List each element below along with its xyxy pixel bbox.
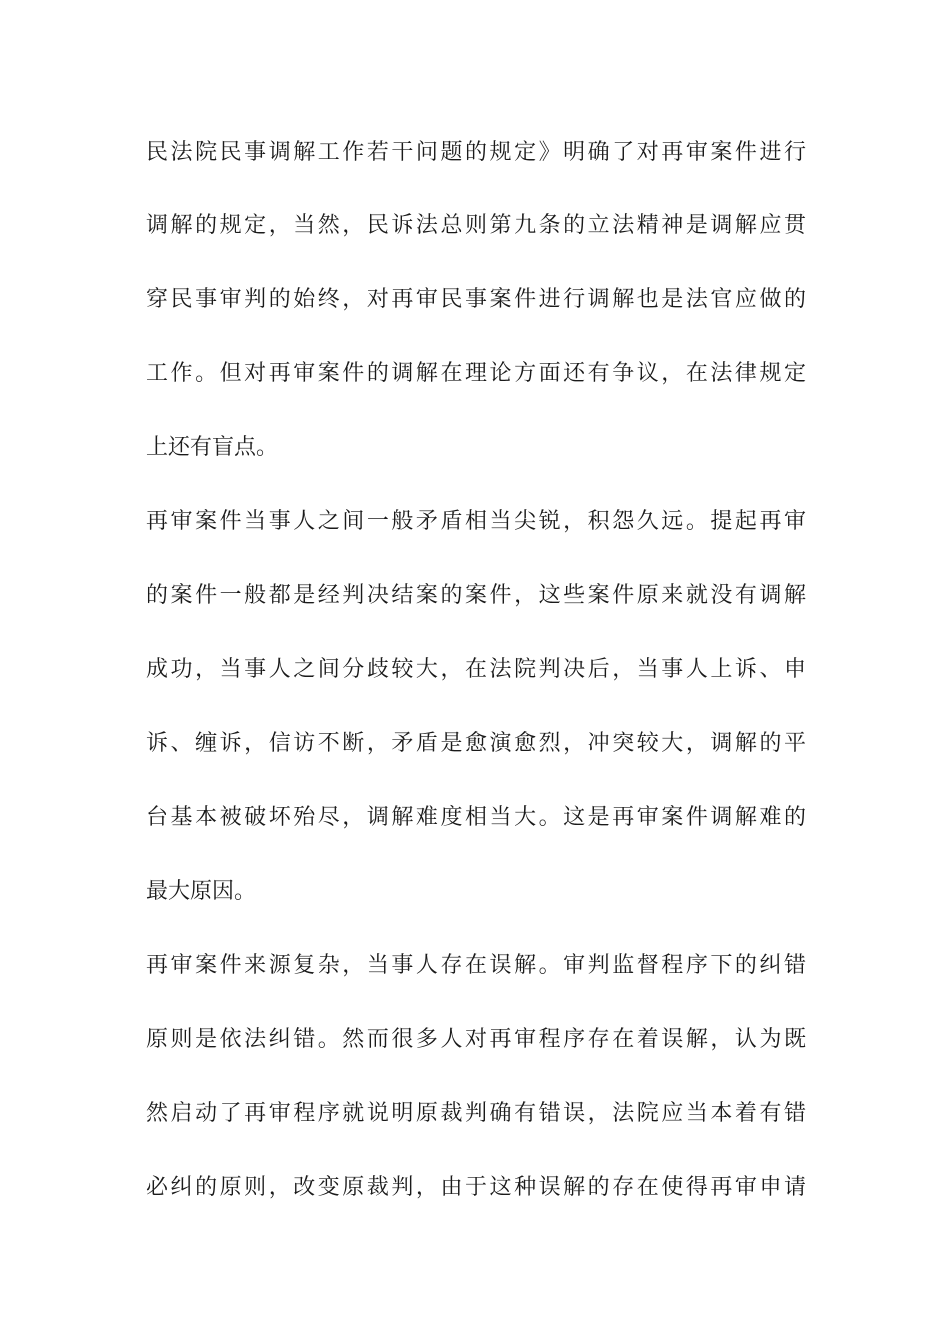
text-line: 诉、缠诉，信访不断，矛盾是愈演愈烈，冲突较大，调解的平 [146,731,806,756]
text-line: 的案件一般都是经判决结案的案件，这些案件原来就没有调解 [146,583,806,608]
text-line: 再审案件来源复杂，当事人存在误解。审判监督程序下的纠错 [146,953,806,978]
text-line: 工作。但对再审案件的调解在理论方面还有争议，在法律规定 [146,361,806,386]
text-line: 穿民事审判的始终，对再审民事案件进行调解也是法官应做的 [146,287,806,312]
text-line: 再审案件当事人之间一般矛盾相当尖锐，积怨久远。提起再审 [146,509,806,534]
text-line: 原则是依法纠错。然而很多人对再审程序存在着误解，认为既 [146,1027,806,1052]
text-line: 台基本被破坏殆尽，调解难度相当大。这是再审案件调解难的 [146,805,806,830]
text-line: 上还有盲点。 [146,435,279,460]
text-line: 最大原因。 [146,879,257,904]
text-line: 成功，当事人之间分歧较大，在法院判决后，当事人上诉、申 [146,657,806,682]
text-line: 必纠的原则，改变原裁判，由于这种误解的存在使得再审申请 [146,1175,806,1200]
text-line: 民法院民事调解工作若干问题的规定》明确了对再审案件进行 [146,140,806,165]
text-line: 然启动了再审程序就说明原裁判确有错误，法院应当本着有错 [146,1101,806,1126]
text-line: 调解的规定，当然，民诉法总则第九条的立法精神是调解应贯 [146,213,806,238]
